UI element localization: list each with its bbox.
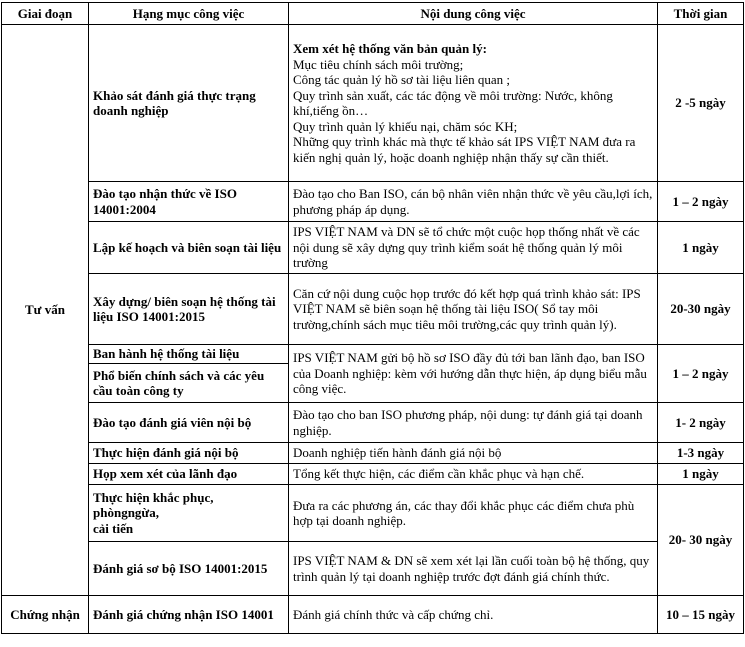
content-cell (289, 25, 658, 182)
item-cell: Ban hành hệ thống tài liệu (89, 345, 289, 364)
phase-certification: Chứng nhận (2, 596, 89, 634)
content-cell: IPS VIỆT NAM và DN sẽ tổ chức một cuộc họp thống nhất về các nội dung sẽ xây dựng quy trình kiểm soát hệ thống quản lý môi trường (289, 222, 658, 274)
item-cell: Xây dựng/ biên soạn hệ thống tài liệu ISO 14001:2015 (89, 274, 289, 345)
content-title: Xem xét hệ thống văn bản quản lý: (293, 41, 487, 56)
table-row (2, 222, 744, 274)
work-plan-table (1, 2, 744, 634)
time-cell: 2 -5 ngày (658, 25, 744, 182)
item-cell: Khảo sát đánh giá thực trạng doanh nghiệp (89, 25, 289, 182)
table-row (2, 542, 744, 596)
item-cell: Phổ biến chính sách và các yêu cầu toàn công ty (89, 364, 289, 403)
content-cell: Đào tạo cho ban ISO phương pháp, nội dung: tự đánh giá tại doanh nghiệp. (289, 403, 658, 443)
item-cell: Đánh giá sơ bộ ISO 14001:2015 (89, 542, 289, 596)
time-cell: 20- 30 ngày (658, 485, 744, 596)
content-cell: Doanh nghiệp tiến hành đánh giá nội bộ (289, 443, 658, 464)
content-line: Công tác quản lý hồ sơ tài liệu liên quan ; (293, 72, 511, 87)
time-cell: 1 – 2 ngày (658, 182, 744, 222)
table-row (2, 274, 744, 345)
table-row (2, 182, 744, 222)
time-cell: 1 – 2 ngày (658, 345, 744, 403)
table-row (2, 443, 744, 464)
content-cell: Đánh giá chính thức và cấp chứng chỉ. (289, 596, 658, 634)
item-line: phòngngừa, (93, 505, 159, 521)
table-row (2, 25, 744, 182)
table-row (2, 403, 744, 443)
table-row (2, 596, 744, 634)
header-time: Thời gian (658, 3, 744, 25)
content-cell: IPS VIỆT NAM & DN sẽ xem xét lại lần cuối toàn bộ hệ thống, quy trình quản lý tại doanh nghiệp trước đợt đánh giá chính thức. (289, 542, 658, 596)
item-cell (89, 485, 289, 542)
header-row (2, 3, 744, 25)
table-row (2, 485, 744, 542)
phase-consulting: Tư vấn (2, 25, 89, 596)
time-cell: 10 – 15 ngày (658, 596, 744, 634)
time-cell: 1-3 ngày (658, 443, 744, 464)
table-row (2, 345, 744, 364)
table-row (2, 464, 744, 485)
item-line: cải tiến (93, 520, 134, 536)
time-cell: 1- 2 ngày (658, 403, 744, 443)
time-cell: 20-30 ngày (658, 274, 744, 345)
item-cell: Đánh giá chứng nhận ISO 14001 (89, 596, 289, 634)
time-cell: 1 ngày (658, 464, 744, 485)
item-cell: Đào tạo đánh giá viên nội bộ (89, 403, 289, 443)
content-line: Mục tiêu chính sách môi trường; (293, 56, 464, 72)
content-cell: Đưa ra các phương án, các thay đổi khắc phục các điểm chưa phù hợp tại doanh nghiệp. (289, 485, 658, 542)
content-line: Quy trình sản xuất, các tác động về môi trường: Nước, không khí,tiếng ồn… (293, 87, 613, 118)
content-line: Những quy trình khác mà thực tế khảo sát IPS VIỆT NAM đưa ra kiến nghị quản lý, hoặc doanh nghiệp nhận thấy sự cần thiết. (293, 134, 636, 165)
item-cell: Lập kế hoạch và biên soạn tài liệu (89, 222, 289, 274)
content-cell: Căn cứ nội dung cuộc họp trước đó kết hợp quá trình khảo sát: IPS VIỆT NAM sẽ biên soạn hệ thống tài liệu ISO( Sổ tay môi trường,chính sách mục tiêu môi trường,các quy trình quản lý). (289, 274, 658, 345)
header-item: Hạng mục công việc (89, 3, 289, 25)
content-cell: Tổng kết thực hiện, các điểm cần khắc phục và hạn chế. (289, 464, 658, 485)
content-cell: Đào tạo cho Ban ISO, cán bộ nhân viên nhận thức về yêu cầu,lợi ích, phương pháp áp dụng. (289, 182, 658, 222)
item-cell: Đào tạo nhận thức về ISO 14001:2004 (89, 182, 289, 222)
header-content: Nội dung công việc (289, 3, 658, 25)
item-cell: Họp xem xét của lãnh đạo (89, 464, 289, 485)
header-phase: Giai đoạn (2, 3, 89, 25)
content-cell: IPS VIỆT NAM gửi bộ hồ sơ ISO đầy đủ tới ban lãnh đạo, ban ISO của Doanh nghiệp: kèm với hướng dẫn thực hiện, áp dụng biểu mẫu công việc. (289, 345, 658, 403)
content-line: Quy trình quản lý khiếu nại, chăm sóc KH; (293, 118, 518, 134)
item-line: Thực hiện khắc phục, (93, 489, 214, 505)
time-cell: 1 ngày (658, 222, 744, 274)
item-cell: Thực hiện đánh giá nội bộ (89, 443, 289, 464)
